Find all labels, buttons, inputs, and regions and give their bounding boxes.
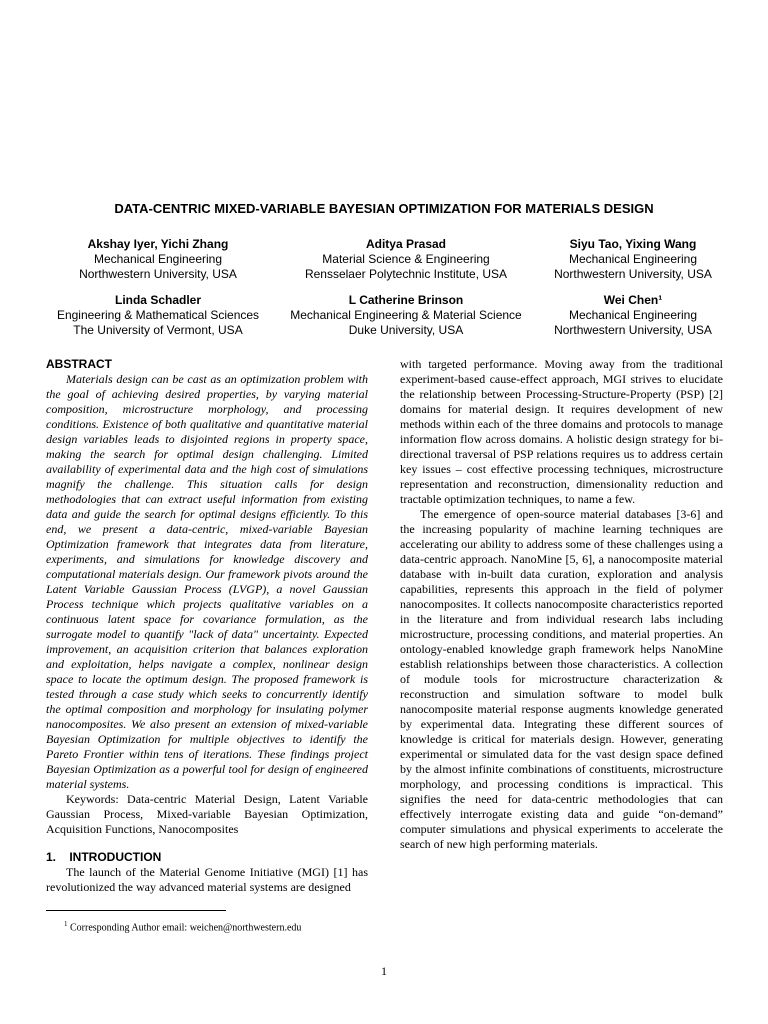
footnote-divider: [46, 910, 226, 911]
introduction-heading: 1. INTRODUCTION: [46, 850, 162, 864]
author-department: Material Science & Engineering: [322, 252, 490, 266]
author-block-4: [28, 293, 288, 338]
author-department: Mechanical Engineering: [568, 252, 698, 266]
author-name: L Catherine Brinson: [348, 293, 464, 307]
abstract-heading: ABSTRACT: [46, 357, 112, 371]
page-number: 1: [381, 964, 387, 978]
author-name: Aditya Prasad: [365, 237, 447, 251]
author-block-6: [503, 293, 763, 338]
author-name: Linda Schadler: [114, 293, 202, 307]
author-affiliation: The University of Vermont, USA: [73, 323, 243, 337]
author-department: Mechanical Engineering & Material Science: [290, 308, 522, 322]
keywords: Keywords: Data-centric Material Design, Latent Variable Gaussian Process, Mixed-variable Bayesian Optimization, Acquisition Functions, Nanocomposites: [46, 792, 368, 836]
footnote: [64, 918, 464, 934]
author-block-1: [28, 237, 288, 282]
author-department: Mechanical Engineering: [93, 252, 223, 266]
intro-paragraph-1-start: The launch of the Material Genome Initiative (MGI) [1] has revolutionized the way advanced material systems are designed: [46, 865, 368, 894]
footnote-text: Corresponding Author email: weichen@northwestern.edu: [70, 922, 302, 934]
author-department: Engineering & Mathematical Sciences: [56, 308, 260, 322]
footnote-mark: 1: [64, 920, 68, 928]
author-affiliation: Northwestern University, USA: [554, 267, 712, 281]
author-name: Akshay Iyer, Yichi Zhang: [87, 237, 229, 251]
author-block-5: [276, 293, 536, 338]
author-name: Siyu Tao, Yixing Wang: [569, 237, 697, 251]
author-department: Mechanical Engineering: [568, 308, 698, 322]
author-block-2: [276, 237, 536, 282]
author-block-3: [503, 237, 763, 282]
author-name: Wei Chen¹: [603, 293, 663, 307]
paper-title: DATA-CENTRIC MIXED-VARIABLE BAYESIAN OPTIMIZATION FOR MATERIALS DESIGN: [114, 201, 654, 216]
author-affiliation: Rensselaer Polytechnic Institute, USA: [304, 267, 508, 281]
author-affiliation: Duke University, USA: [348, 323, 464, 337]
intro-paragraph-1-continued: with targeted performance. Moving away from the traditional experiment-based cause-effect approach, MGI strives to elucidate the relationship between Processing-Structure-Property (PSP) [2] domains for material design. It requires development of new methods within each of the three domains and protocols to manage information flow across domains. A holistic design strategy for bi-directional traversal of PSP relations requires us to address certain key issues – cost effective processing techniques, microstructure representation and reconstruction, dimensionality reduction and tractable optimization techniques, to name a few.: [400, 357, 723, 506]
left-column: [46, 357, 368, 895]
author-affiliation: Northwestern University, USA: [79, 267, 237, 281]
intro-paragraph-2: The emergence of open-source material databases [3-6] and the increasing popularity of machine learning techniques are accelerating our ability to address some of these challenges using a data-centric approach. NanoMine [5, 6], a nanocomposite material database with in-built data curation, exploration and analysis capabilities, represents this approach in the field of polymer nanocomposites. It collects nanocomposite characteristics reported in the literature and from individual research labs including microstructure, processing conditions, and material properties. An ontology-enabled knowledge graph framework helps NanoMine establish relationships between those characteristics. A collection of module tools for microstructure characterization & reconstruction and simulation software to model bulk nanocomposite material response augments knowledge generated by experimental data. Integrating these different sources of knowledge is critical for materials design. However, generating experimental or simulated data for the vast design space defined by the almost infinite combinations of constituents, microstructure morphology, and processing conditions is impractical. This signifies the need for data-centric methodologies that can effectively interrogate existing data and guide “on-demand” computer simulations and physical experiments to accelerate the search of new high performing materials.: [400, 507, 723, 851]
abstract-text: Materials design can be cast as an optimization problem with the goal of achieving desired properties, by varying material composition, microstructure morphology, and processing conditions. Existence of both qualitative and quantitative material design variables leads to disjointed regions in property space, making the search for optimal design challenging. Limited availability of experimental data and the high cost of simulations magnify the challenge. This situation calls for design methodologies that can extract useful information from existing data and guide the search for optimal designs efficiently. To this end, we present a data-centric, mixed-variable Bayesian Optimization framework that integrates data from literature, experiments, and simulations for knowledge discovery and computational materials design. Our framework pivots around the Latent Variable Gaussian Process (LVGP), a novel Gaussian Process technique which projects qualitative variables on a continuous latent space for covariance formulation, as the surrogate model to quantify "lack of data" uncertainty. Expected improvement, an acquisition criterion that balances exploration and exploitation, helps navigate a complex, nonlinear design space to locate the optimum design. The proposed framework is tested through a case study which seeks to concurrently identify the optimal composition and morphology for insulating polymer nanocomposites. We also present an extension of mixed-variable Bayesian Optimization for multiple objectives to identify the Pareto Frontier within tens of iterations. These findings project Bayesian Optimization as a powerful tool for design of engineered material systems.: [46, 372, 368, 791]
right-column: [400, 357, 723, 852]
author-affiliation: Northwestern University, USA: [554, 323, 712, 337]
